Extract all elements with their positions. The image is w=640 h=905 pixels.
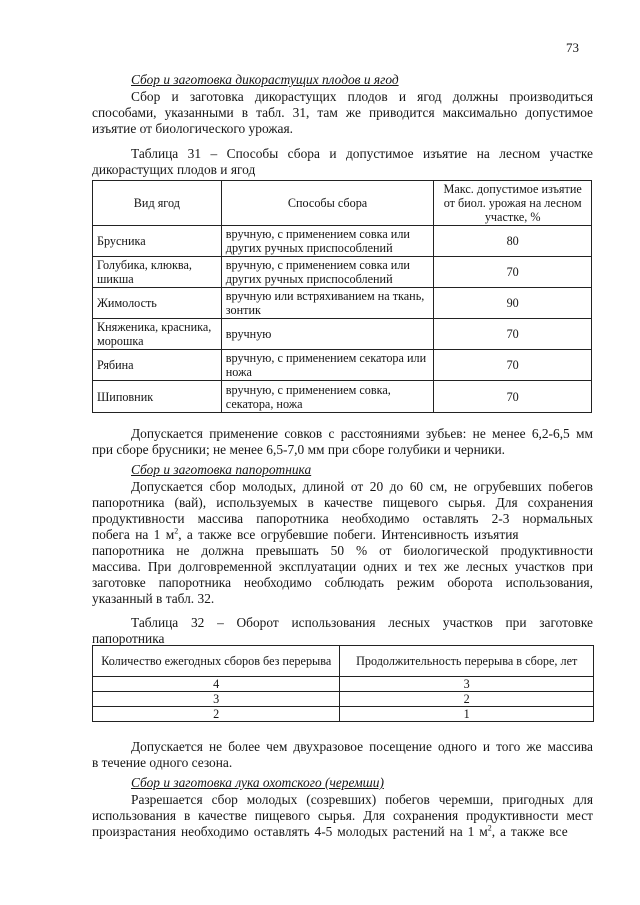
table-cell: 2 xyxy=(340,692,594,707)
table-cell: вручную, с применением совка, секатора, ножа xyxy=(221,381,434,413)
superscript: 2 xyxy=(174,526,179,536)
page-number: 73 xyxy=(566,40,579,55)
paragraph-line-with-superscript xyxy=(92,527,593,543)
table-cell: вручную xyxy=(221,319,434,350)
table-header: Продолжительность перерыва в сборе, лет xyxy=(340,646,594,677)
table-cell: Шиповник xyxy=(93,381,222,413)
paragraph-line-with-superscript xyxy=(92,824,593,840)
text-fragment: произрастания необходимо оставлять 4-5 молодых растений на 1 м xyxy=(92,824,488,839)
superscript: 2 xyxy=(487,823,492,833)
paragraph-line: Сбор и заготовка дикорастущих плодов и ягод должны производиться xyxy=(131,89,593,104)
table-cell: Голубика, клюква, шикша xyxy=(93,257,222,288)
table-cell: Княженика, красника, морошка xyxy=(93,319,222,350)
table-cell: вручную, с применением совка или других ручных приспособлений xyxy=(221,257,434,288)
table-cell: 70 xyxy=(434,350,592,381)
table-row xyxy=(93,677,594,692)
paragraph-line: в течение одного сезона. xyxy=(92,755,233,770)
table-31-caption: дикорастущих плодов и ягод xyxy=(92,162,256,177)
table-header: Количество ежегодных сборов без перерыва xyxy=(93,646,340,677)
paragraph-line: использования в качестве пищевого сырья. Для сохранения продуктивности мест xyxy=(92,808,593,823)
text-fragment: , а также все xyxy=(491,824,568,839)
paragraph-line: указанный в табл. 32. xyxy=(92,591,215,606)
table-cell: Жимолость xyxy=(93,288,222,319)
paragraph-line: заготовке папоротника необходимо соблюдать режим оборота использования, xyxy=(92,575,593,590)
table-row xyxy=(93,288,592,319)
paragraph-line: папоротника (вай), используемых в качестве пищевого сырья. Для сохранения xyxy=(92,495,593,510)
table-cell: 2 xyxy=(93,707,340,722)
table-cell: вручную, с применением секатора или ножа xyxy=(221,350,434,381)
table-row xyxy=(93,692,594,707)
paragraph-line: папоротника не должна превышать 50 % от биологической продуктивности xyxy=(92,543,593,558)
paragraph-line: массива. При долговременной эксплуатации одних и тех же лесных участков при xyxy=(92,559,593,574)
table-row xyxy=(93,707,594,722)
table-row xyxy=(93,257,592,288)
paragraph-line: Допускается применение совков с расстояниями зубьев: не менее 6,2-6,5 мм xyxy=(131,426,593,441)
text-fragment: , а также все огрубевшие побеги. Интенсивность изъятия xyxy=(178,527,519,542)
table-cell: вручную или встряхиванием на ткань, зонтик xyxy=(221,288,434,319)
section-heading-fruits: Сбор и заготовка дикорастущих плодов и ягод xyxy=(131,72,399,87)
paragraph-line: Разрешается сбор молодых (созревших) побегов черемши, пригодных для xyxy=(131,792,593,807)
table-cell: 80 xyxy=(434,226,592,257)
table-cell: 3 xyxy=(93,692,340,707)
paragraph-line: при сборе брусники; не менее 6,5-7,0 мм при сборе голубики и черники. xyxy=(92,442,505,457)
table-row xyxy=(93,350,592,381)
table-header: Вид ягод xyxy=(93,181,222,226)
table-row xyxy=(93,226,592,257)
table-32 xyxy=(92,645,594,722)
table-row xyxy=(93,381,592,413)
table-32-caption: папоротника xyxy=(92,631,165,646)
table-cell: 70 xyxy=(434,381,592,413)
table-31 xyxy=(92,180,592,413)
section-heading-ramson: Сбор и заготовка лука охотского (черемши) xyxy=(131,775,384,790)
table-32-caption: Таблица 32 – Оборот использования лесных участков при заготовке xyxy=(131,615,593,630)
paragraph-line: Допускается сбор молодых, длиной от 20 до 60 см, не огрубевших побегов xyxy=(131,479,593,494)
table-cell: 70 xyxy=(434,257,592,288)
table-cell: Брусника xyxy=(93,226,222,257)
table-cell: Рябина xyxy=(93,350,222,381)
paragraph-line: изъятие от биологического урожая. xyxy=(92,121,294,136)
table-31-caption: Таблица 31 – Способы сбора и допустимое изъятие на лесном участке xyxy=(131,146,593,161)
table-header: Макс. допустимое изъятие от биол. урожая на лесном участке, % xyxy=(434,181,592,226)
text-fragment: побега на 1 м xyxy=(92,527,175,542)
section-heading-fern: Сбор и заготовка папоротника xyxy=(131,462,312,477)
table-cell: 3 xyxy=(340,677,594,692)
table-row xyxy=(93,319,592,350)
table-cell: вручную, с применением совка или других ручных приспособлений xyxy=(221,226,434,257)
paragraph-line: способами, указанными в табл. 31, там же приводится максимально допустимое xyxy=(92,105,593,120)
paragraph-line: продуктивности массива папоротника необходимо оставлять 2-3 нормальных xyxy=(92,511,593,526)
table-cell: 90 xyxy=(434,288,592,319)
table-cell: 1 xyxy=(340,707,594,722)
table-cell: 4 xyxy=(93,677,340,692)
table-cell: 70 xyxy=(434,319,592,350)
table-header: Способы сбора xyxy=(221,181,434,226)
paragraph-line: Допускается не более чем двухразовое посещение одного и того же массива xyxy=(131,739,593,754)
